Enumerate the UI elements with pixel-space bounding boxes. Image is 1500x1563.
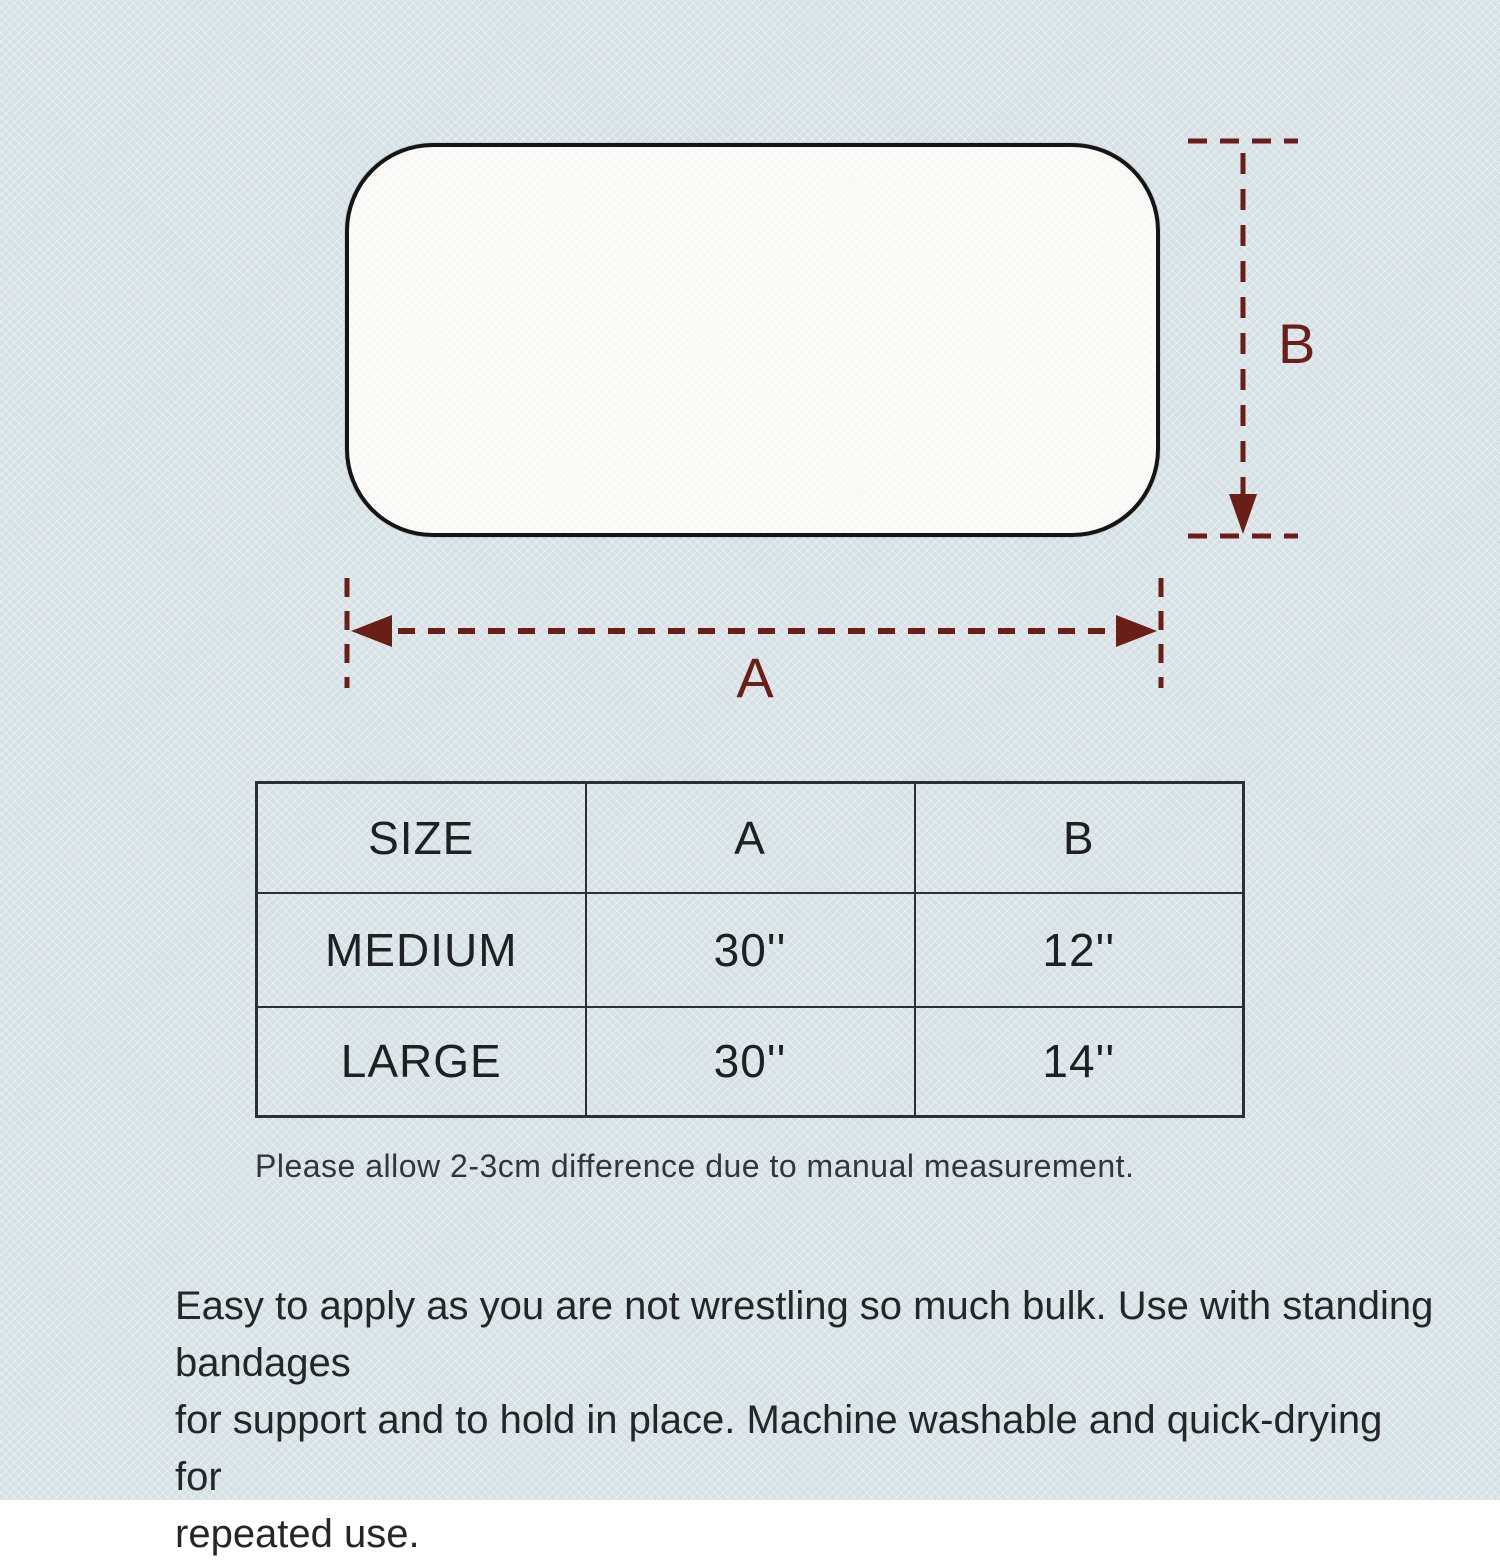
- description-paragraph: [175, 1278, 1435, 1563]
- dimension-b-down-arrowhead: [1229, 494, 1257, 534]
- size-table-row-medium: [257, 893, 1244, 1007]
- size-table-header-b: B: [915, 783, 1244, 893]
- product-outline-shape: [345, 143, 1160, 537]
- size-table-header-a: A: [586, 783, 915, 893]
- dimension-a-left-arrowhead: [351, 615, 392, 647]
- large-a-value: 30'': [586, 1007, 915, 1117]
- measurement-note: Please allow 2-3cm difference due to manual measurement.: [255, 1148, 1135, 1184]
- description-line-3: repeated use.: [175, 1512, 420, 1556]
- size-table-row-large: [257, 1007, 1244, 1117]
- description-line-2: for support and to hold in place. Machine washable and quick-drying for: [175, 1398, 1383, 1499]
- size-table: [255, 781, 1245, 1118]
- size-table-header-size: SIZE: [257, 783, 586, 893]
- dimension-a-right-arrowhead: [1116, 615, 1157, 647]
- medium-b-value: 12'': [915, 893, 1244, 1007]
- description-line-1: Easy to apply as you are not wrestling so much bulk. Use with standing bandages: [175, 1284, 1434, 1385]
- dimension-b-label: B: [1278, 312, 1316, 375]
- dimension-a-label: A: [736, 646, 774, 709]
- size-table-header-row: [257, 783, 1244, 893]
- medium-a-value: 30'': [586, 893, 915, 1007]
- size-cell-large: LARGE: [257, 1007, 586, 1117]
- large-b-value: 14'': [915, 1007, 1244, 1117]
- size-cell-medium: MEDIUM: [257, 893, 586, 1007]
